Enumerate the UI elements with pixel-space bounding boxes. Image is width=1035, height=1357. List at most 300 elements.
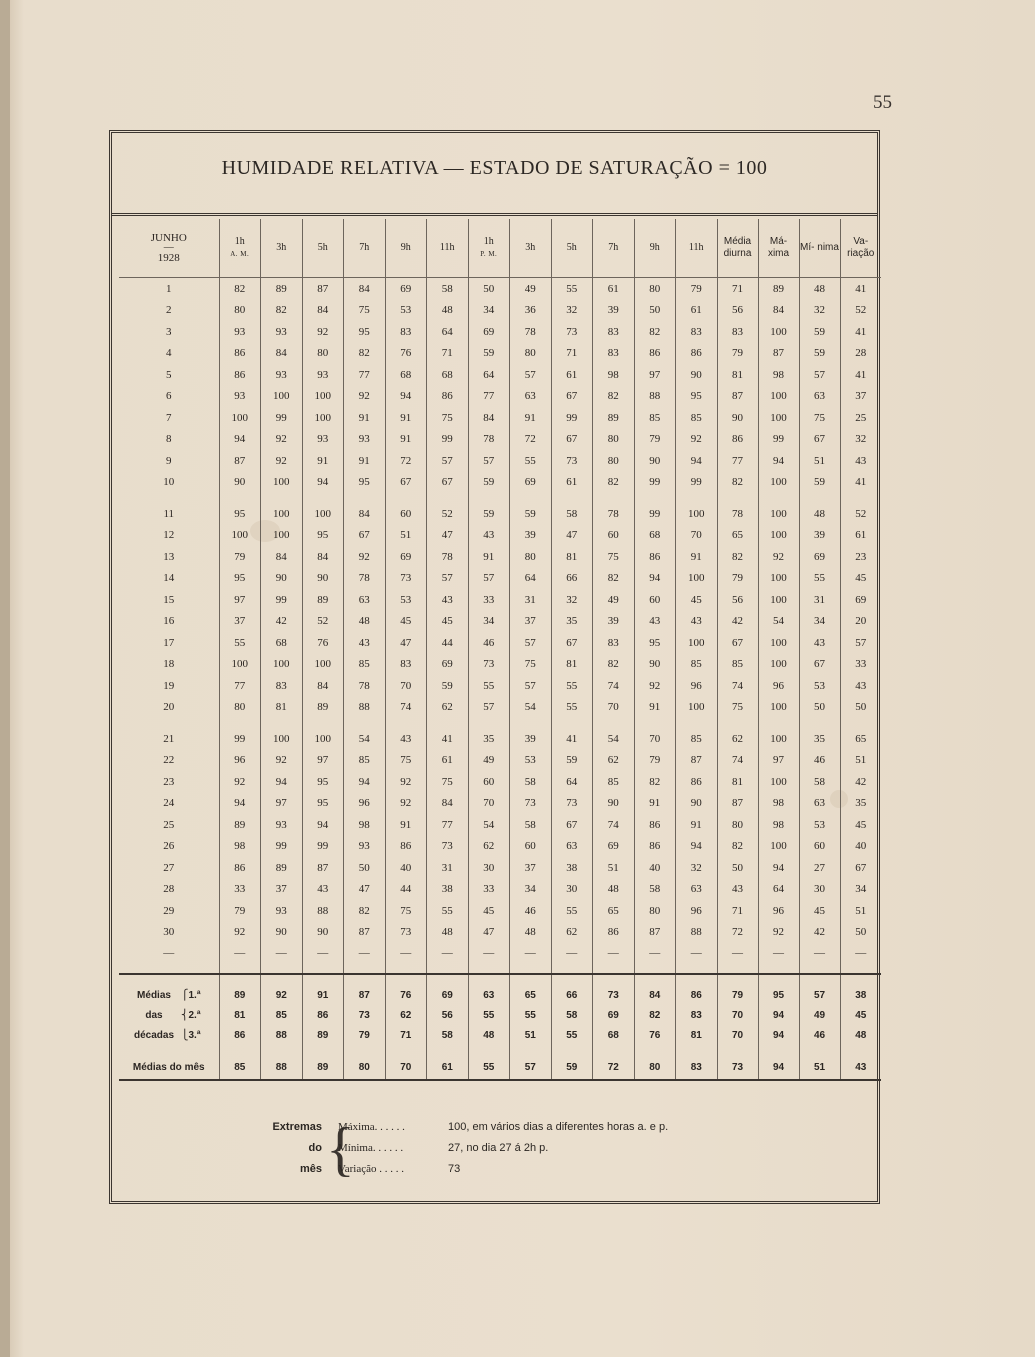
table-row (119, 728, 881, 750)
value-cell: 59 (468, 343, 510, 365)
extremes-var-value: 73 (448, 1163, 461, 1175)
value-cell: 62 (468, 836, 510, 858)
value-cell: 93 (261, 364, 303, 386)
value-cell: 100 (219, 654, 261, 676)
day-cell: 11 (163, 507, 175, 520)
spacer-cell (717, 1045, 758, 1055)
table-frame (109, 130, 880, 1204)
value-cell: 92 (385, 793, 427, 815)
value-cell: 80 (634, 900, 676, 922)
value-cell: 85 (676, 654, 718, 676)
value-cell: 100 (758, 386, 799, 408)
table-row (119, 386, 881, 408)
month-extremes (262, 1116, 822, 1191)
spacer-cell (717, 493, 758, 503)
value-cell: 100 (261, 386, 303, 408)
day-cell: 6 (166, 390, 172, 403)
value-cell: 39 (799, 525, 840, 547)
value-cell: 100 (302, 503, 344, 525)
value-cell: 86 (634, 836, 676, 858)
value-cell: 30 (551, 879, 593, 901)
value-cell: 92 (261, 450, 303, 472)
value-cell: 80 (717, 814, 758, 836)
value-cell: 92 (261, 985, 303, 1005)
value-cell: 54 (344, 728, 386, 750)
value-cell: 91 (344, 407, 386, 429)
value-cell: 71 (717, 278, 758, 300)
value-cell: 85 (717, 654, 758, 676)
day-cell: 14 (163, 572, 175, 585)
value-cell: 99 (758, 429, 799, 451)
value-cell: 73 (344, 1005, 386, 1025)
value-cell: 37 (510, 611, 552, 633)
value-cell: 83 (593, 343, 635, 365)
value-cell: 45 (799, 900, 840, 922)
dash-cell: — (634, 943, 676, 963)
value-cell: 99 (551, 407, 593, 429)
value-cell: 81 (717, 364, 758, 386)
spacer-cell (634, 963, 676, 974)
table-row (119, 611, 881, 633)
spacer-cell (119, 718, 219, 728)
value-cell: 43 (799, 632, 840, 654)
value-cell: 82 (717, 836, 758, 858)
value-cell: 43 (427, 589, 469, 611)
value-cell: 93 (261, 900, 303, 922)
value-cell: 28 (840, 343, 881, 365)
value-cell: 32 (840, 429, 881, 451)
value-cell: 83 (385, 321, 427, 343)
value-cell: 92 (219, 771, 261, 793)
value-cell: 47 (468, 922, 510, 944)
spacer-cell (799, 974, 840, 985)
dash-cell: — (427, 943, 469, 963)
value-cell: 98 (758, 793, 799, 815)
value-cell: 82 (717, 472, 758, 494)
value-cell: 100 (261, 503, 303, 525)
value-cell: 72 (593, 1055, 635, 1080)
value-cell: 72 (385, 450, 427, 472)
value-cell: 98 (593, 364, 635, 386)
value-cell: 97 (758, 750, 799, 772)
value-cell: 57 (799, 364, 840, 386)
value-cell: 46 (799, 750, 840, 772)
value-cell: 70 (634, 728, 676, 750)
value-cell: 84 (302, 675, 344, 697)
value-cell: 69 (593, 836, 635, 858)
value-cell: 39 (593, 300, 635, 322)
dash-cell: — (385, 943, 427, 963)
value-cell: 93 (219, 386, 261, 408)
day-cell: 26 (163, 840, 175, 853)
value-cell: 56 (717, 589, 758, 611)
header-media-diurna: Média diurna (717, 219, 758, 278)
value-cell: 37 (219, 611, 261, 633)
value-cell: 100 (261, 728, 303, 750)
value-cell: 87 (717, 386, 758, 408)
value-cell: 83 (261, 675, 303, 697)
value-cell: 69 (427, 985, 469, 1005)
value-cell: 41 (840, 278, 881, 300)
value-cell: 100 (758, 654, 799, 676)
value-cell: 73 (593, 985, 635, 1005)
value-cell: 51 (840, 900, 881, 922)
value-cell: 67 (344, 525, 386, 547)
spacer-cell (344, 718, 386, 728)
value-cell: 63 (510, 386, 552, 408)
value-cell: 99 (261, 836, 303, 858)
value-cell: 99 (676, 472, 718, 494)
value-cell: 58 (427, 278, 469, 300)
value-cell: 100 (758, 472, 799, 494)
value-cell: 88 (676, 922, 718, 944)
value-cell: 67 (717, 632, 758, 654)
value-cell: 88 (261, 1055, 303, 1080)
value-cell: 20 (840, 611, 881, 633)
spacer-cell (799, 1045, 840, 1055)
value-cell: 89 (302, 697, 344, 719)
value-cell: 49 (799, 1005, 840, 1025)
value-cell: 55 (551, 900, 593, 922)
value-cell: 72 (717, 922, 758, 944)
table-row (119, 879, 881, 901)
value-cell: 48 (593, 879, 635, 901)
value-cell: 72 (510, 429, 552, 451)
value-cell: 52 (840, 503, 881, 525)
value-cell: 82 (344, 343, 386, 365)
header-minima: Mí- nima (799, 219, 840, 278)
value-cell: 87 (758, 343, 799, 365)
value-cell: 85 (344, 654, 386, 676)
value-cell: 78 (717, 503, 758, 525)
value-cell: 80 (510, 546, 552, 568)
spacer-cell (119, 963, 219, 974)
value-cell: 100 (758, 321, 799, 343)
value-cell: 93 (261, 321, 303, 343)
value-cell: 74 (717, 750, 758, 772)
spacer-cell (551, 1045, 593, 1055)
spacer-cell (676, 974, 718, 985)
decade-label-cell (119, 1005, 219, 1025)
header-hour: 7h (344, 219, 386, 278)
spacer-cell (510, 718, 552, 728)
extremes-row-min (262, 1142, 822, 1162)
decade-number: 3.ª (188, 1029, 201, 1041)
value-cell: 59 (799, 321, 840, 343)
value-cell: 47 (551, 525, 593, 547)
spacer-cell (840, 1045, 881, 1055)
value-cell: 86 (427, 386, 469, 408)
decade-gap (119, 493, 881, 503)
day-cell: 3 (166, 325, 172, 338)
dash-cell: — (510, 943, 552, 963)
decade-mean-row (119, 1025, 881, 1045)
value-cell: 61 (840, 525, 881, 547)
day-cell: 19 (163, 679, 175, 692)
value-cell: 86 (219, 343, 261, 365)
value-cell: 87 (302, 857, 344, 879)
value-cell: 74 (593, 675, 635, 697)
value-cell: 43 (840, 450, 881, 472)
value-cell: 34 (799, 611, 840, 633)
value-cell: 49 (510, 278, 552, 300)
value-cell: 82 (344, 900, 386, 922)
extremes-var-name: Variação . . . . . (338, 1163, 404, 1175)
value-cell: 87 (344, 922, 386, 944)
value-cell: 99 (261, 589, 303, 611)
value-cell: 85 (593, 771, 635, 793)
value-cell: 95 (302, 793, 344, 815)
header-am: A. M. (230, 250, 250, 258)
value-cell: 92 (344, 386, 386, 408)
spacer-cell (758, 493, 799, 503)
value-cell: 83 (676, 1055, 718, 1080)
spacer-cell (593, 963, 635, 974)
value-cell: 46 (468, 632, 510, 654)
extremes-max-value: 100, em vários dias a diferentes horas a. e p. (448, 1121, 669, 1133)
table-body (119, 278, 881, 1081)
value-cell: 100 (758, 632, 799, 654)
value-cell: 87 (219, 450, 261, 472)
value-cell: 98 (344, 814, 386, 836)
spacer-cell (634, 493, 676, 503)
value-cell: 41 (840, 364, 881, 386)
spacer-cell (385, 1045, 427, 1055)
value-cell: 76 (634, 1025, 676, 1045)
value-cell: 55 (799, 568, 840, 590)
value-cell: 61 (676, 300, 718, 322)
brace-glyph: ⎧ (181, 989, 189, 1001)
value-cell: 46 (510, 900, 552, 922)
value-cell: 93 (302, 364, 344, 386)
value-cell: 58 (634, 879, 676, 901)
value-cell: 58 (799, 771, 840, 793)
value-cell: 52 (302, 611, 344, 633)
spacer-cell (427, 963, 469, 974)
value-cell: 91 (510, 407, 552, 429)
value-cell: 83 (593, 321, 635, 343)
value-cell: 37 (840, 386, 881, 408)
value-cell: 99 (261, 407, 303, 429)
value-cell: 57 (468, 450, 510, 472)
value-cell: 34 (510, 879, 552, 901)
value-cell: 55 (427, 900, 469, 922)
value-cell: 57 (510, 632, 552, 654)
value-cell: 75 (593, 546, 635, 568)
value-cell: 100 (758, 771, 799, 793)
header-hour: 5h (302, 219, 344, 278)
spacer-cell (510, 1045, 552, 1055)
table-row (119, 568, 881, 590)
value-cell: 93 (219, 321, 261, 343)
value-cell: 91 (385, 407, 427, 429)
value-cell: 68 (385, 364, 427, 386)
extremes-label: mês (299, 1163, 322, 1175)
table-row (119, 654, 881, 676)
day-cell: 18 (163, 658, 175, 671)
value-cell: 100 (219, 525, 261, 547)
value-cell: 66 (551, 568, 593, 590)
value-cell: 86 (634, 814, 676, 836)
spacer-cell (551, 974, 593, 985)
spacer-cell (219, 493, 261, 503)
value-cell: 73 (717, 1055, 758, 1080)
value-cell: 32 (799, 300, 840, 322)
day-cell: 24 (163, 797, 175, 810)
value-cell: 63 (344, 589, 386, 611)
day-cell: 7 (166, 411, 172, 424)
value-cell: 69 (385, 278, 427, 300)
value-cell: 45 (840, 1005, 881, 1025)
value-cell: 86 (302, 1005, 344, 1025)
value-cell: 71 (385, 1025, 427, 1045)
decade-label: décadas (133, 1029, 175, 1041)
value-cell: 67 (551, 386, 593, 408)
value-cell: 91 (634, 697, 676, 719)
value-cell: 91 (302, 985, 344, 1005)
value-cell: 59 (468, 503, 510, 525)
value-cell: 75 (427, 771, 469, 793)
value-cell: 92 (385, 771, 427, 793)
value-cell: 79 (676, 278, 718, 300)
value-cell: 60 (593, 525, 635, 547)
dash-cell: — (163, 947, 175, 959)
value-cell: 87 (717, 793, 758, 815)
value-cell: 57 (510, 675, 552, 697)
value-cell: 52 (840, 300, 881, 322)
spacer-cell (302, 1045, 344, 1055)
value-cell: 70 (593, 697, 635, 719)
value-cell: 84 (758, 300, 799, 322)
value-cell: 78 (510, 321, 552, 343)
value-cell: 70 (385, 1055, 427, 1080)
value-cell: 39 (510, 728, 552, 750)
spacer-cell (634, 974, 676, 985)
value-cell: 100 (302, 407, 344, 429)
value-cell: 68 (634, 525, 676, 547)
value-cell: 58 (510, 771, 552, 793)
value-cell: 92 (344, 546, 386, 568)
day-cell: 13 (163, 550, 175, 563)
value-cell: 92 (676, 429, 718, 451)
value-cell: 49 (593, 589, 635, 611)
spacer-cell (840, 493, 881, 503)
header-hour-label: 1h (483, 236, 494, 247)
value-cell: 51 (799, 450, 840, 472)
value-cell: 100 (676, 503, 718, 525)
day-cell: 21 (163, 732, 175, 745)
value-cell: 84 (261, 546, 303, 568)
spacer-cell (758, 974, 799, 985)
header-hour: 11h (427, 219, 469, 278)
value-cell: 59 (799, 472, 840, 494)
value-cell: 73 (510, 793, 552, 815)
value-cell: 57 (510, 364, 552, 386)
value-cell: 87 (344, 985, 386, 1005)
spacer-cell (427, 974, 469, 985)
value-cell: 57 (799, 985, 840, 1005)
value-cell: 55 (551, 697, 593, 719)
value-cell: 61 (427, 750, 469, 772)
value-cell: 87 (634, 922, 676, 944)
value-cell: 38 (840, 985, 881, 1005)
decade-label: Médias (137, 989, 171, 1001)
value-cell: 33 (468, 589, 510, 611)
value-cell: 100 (302, 654, 344, 676)
value-cell: 85 (344, 750, 386, 772)
value-cell: 62 (385, 1005, 427, 1025)
value-cell: 94 (385, 386, 427, 408)
value-cell: 79 (717, 568, 758, 590)
value-cell: 58 (427, 1025, 469, 1045)
value-cell: 93 (261, 814, 303, 836)
value-cell: 23 (840, 546, 881, 568)
dash-cell: — (551, 943, 593, 963)
value-cell: 84 (344, 278, 386, 300)
spacer-cell (261, 974, 303, 985)
value-cell: 78 (344, 675, 386, 697)
spacer-cell (676, 963, 718, 974)
dash-cell: — (593, 943, 635, 963)
header-hour: 11h (676, 219, 718, 278)
value-cell: 70 (385, 675, 427, 697)
value-cell: 47 (427, 525, 469, 547)
value-cell: 43 (840, 675, 881, 697)
value-cell: 59 (799, 343, 840, 365)
value-cell: 49 (468, 750, 510, 772)
value-cell: 100 (302, 386, 344, 408)
value-cell: 59 (427, 675, 469, 697)
spacer-cell (676, 718, 718, 728)
spacer-cell (302, 493, 344, 503)
value-cell: 89 (261, 857, 303, 879)
value-cell: 81 (551, 546, 593, 568)
value-cell: 68 (427, 364, 469, 386)
value-cell: 75 (385, 900, 427, 922)
dash-cell: — (799, 943, 840, 963)
spacer-cell (840, 718, 881, 728)
spacer-cell (676, 493, 718, 503)
table-row (119, 429, 881, 451)
extremes-min-value: 27, no dia 27 á 2h p. (448, 1142, 549, 1154)
value-cell: 73 (551, 450, 593, 472)
value-cell: 54 (758, 611, 799, 633)
value-cell: 73 (385, 568, 427, 590)
value-cell: 86 (219, 1025, 261, 1045)
value-cell: 93 (344, 429, 386, 451)
value-cell: 67 (840, 857, 881, 879)
spacer-cell (344, 974, 386, 985)
value-cell: 56 (717, 300, 758, 322)
value-cell: 40 (634, 857, 676, 879)
spacer-cell (119, 1045, 219, 1055)
value-cell: 99 (427, 429, 469, 451)
value-cell: 56 (427, 1005, 469, 1025)
day-cell: 29 (163, 904, 175, 917)
day-cell: 16 (163, 615, 175, 628)
spacer-cell (427, 493, 469, 503)
value-cell: 73 (385, 922, 427, 944)
header-variacao: Va- riação (840, 219, 881, 278)
value-cell: 77 (344, 364, 386, 386)
table-row (119, 900, 881, 922)
value-cell: 97 (634, 364, 676, 386)
table-row (119, 503, 881, 525)
value-cell: 85 (676, 728, 718, 750)
value-cell: 58 (551, 1005, 593, 1025)
spacer-cell (344, 963, 386, 974)
decade-label-cell (119, 985, 219, 1005)
